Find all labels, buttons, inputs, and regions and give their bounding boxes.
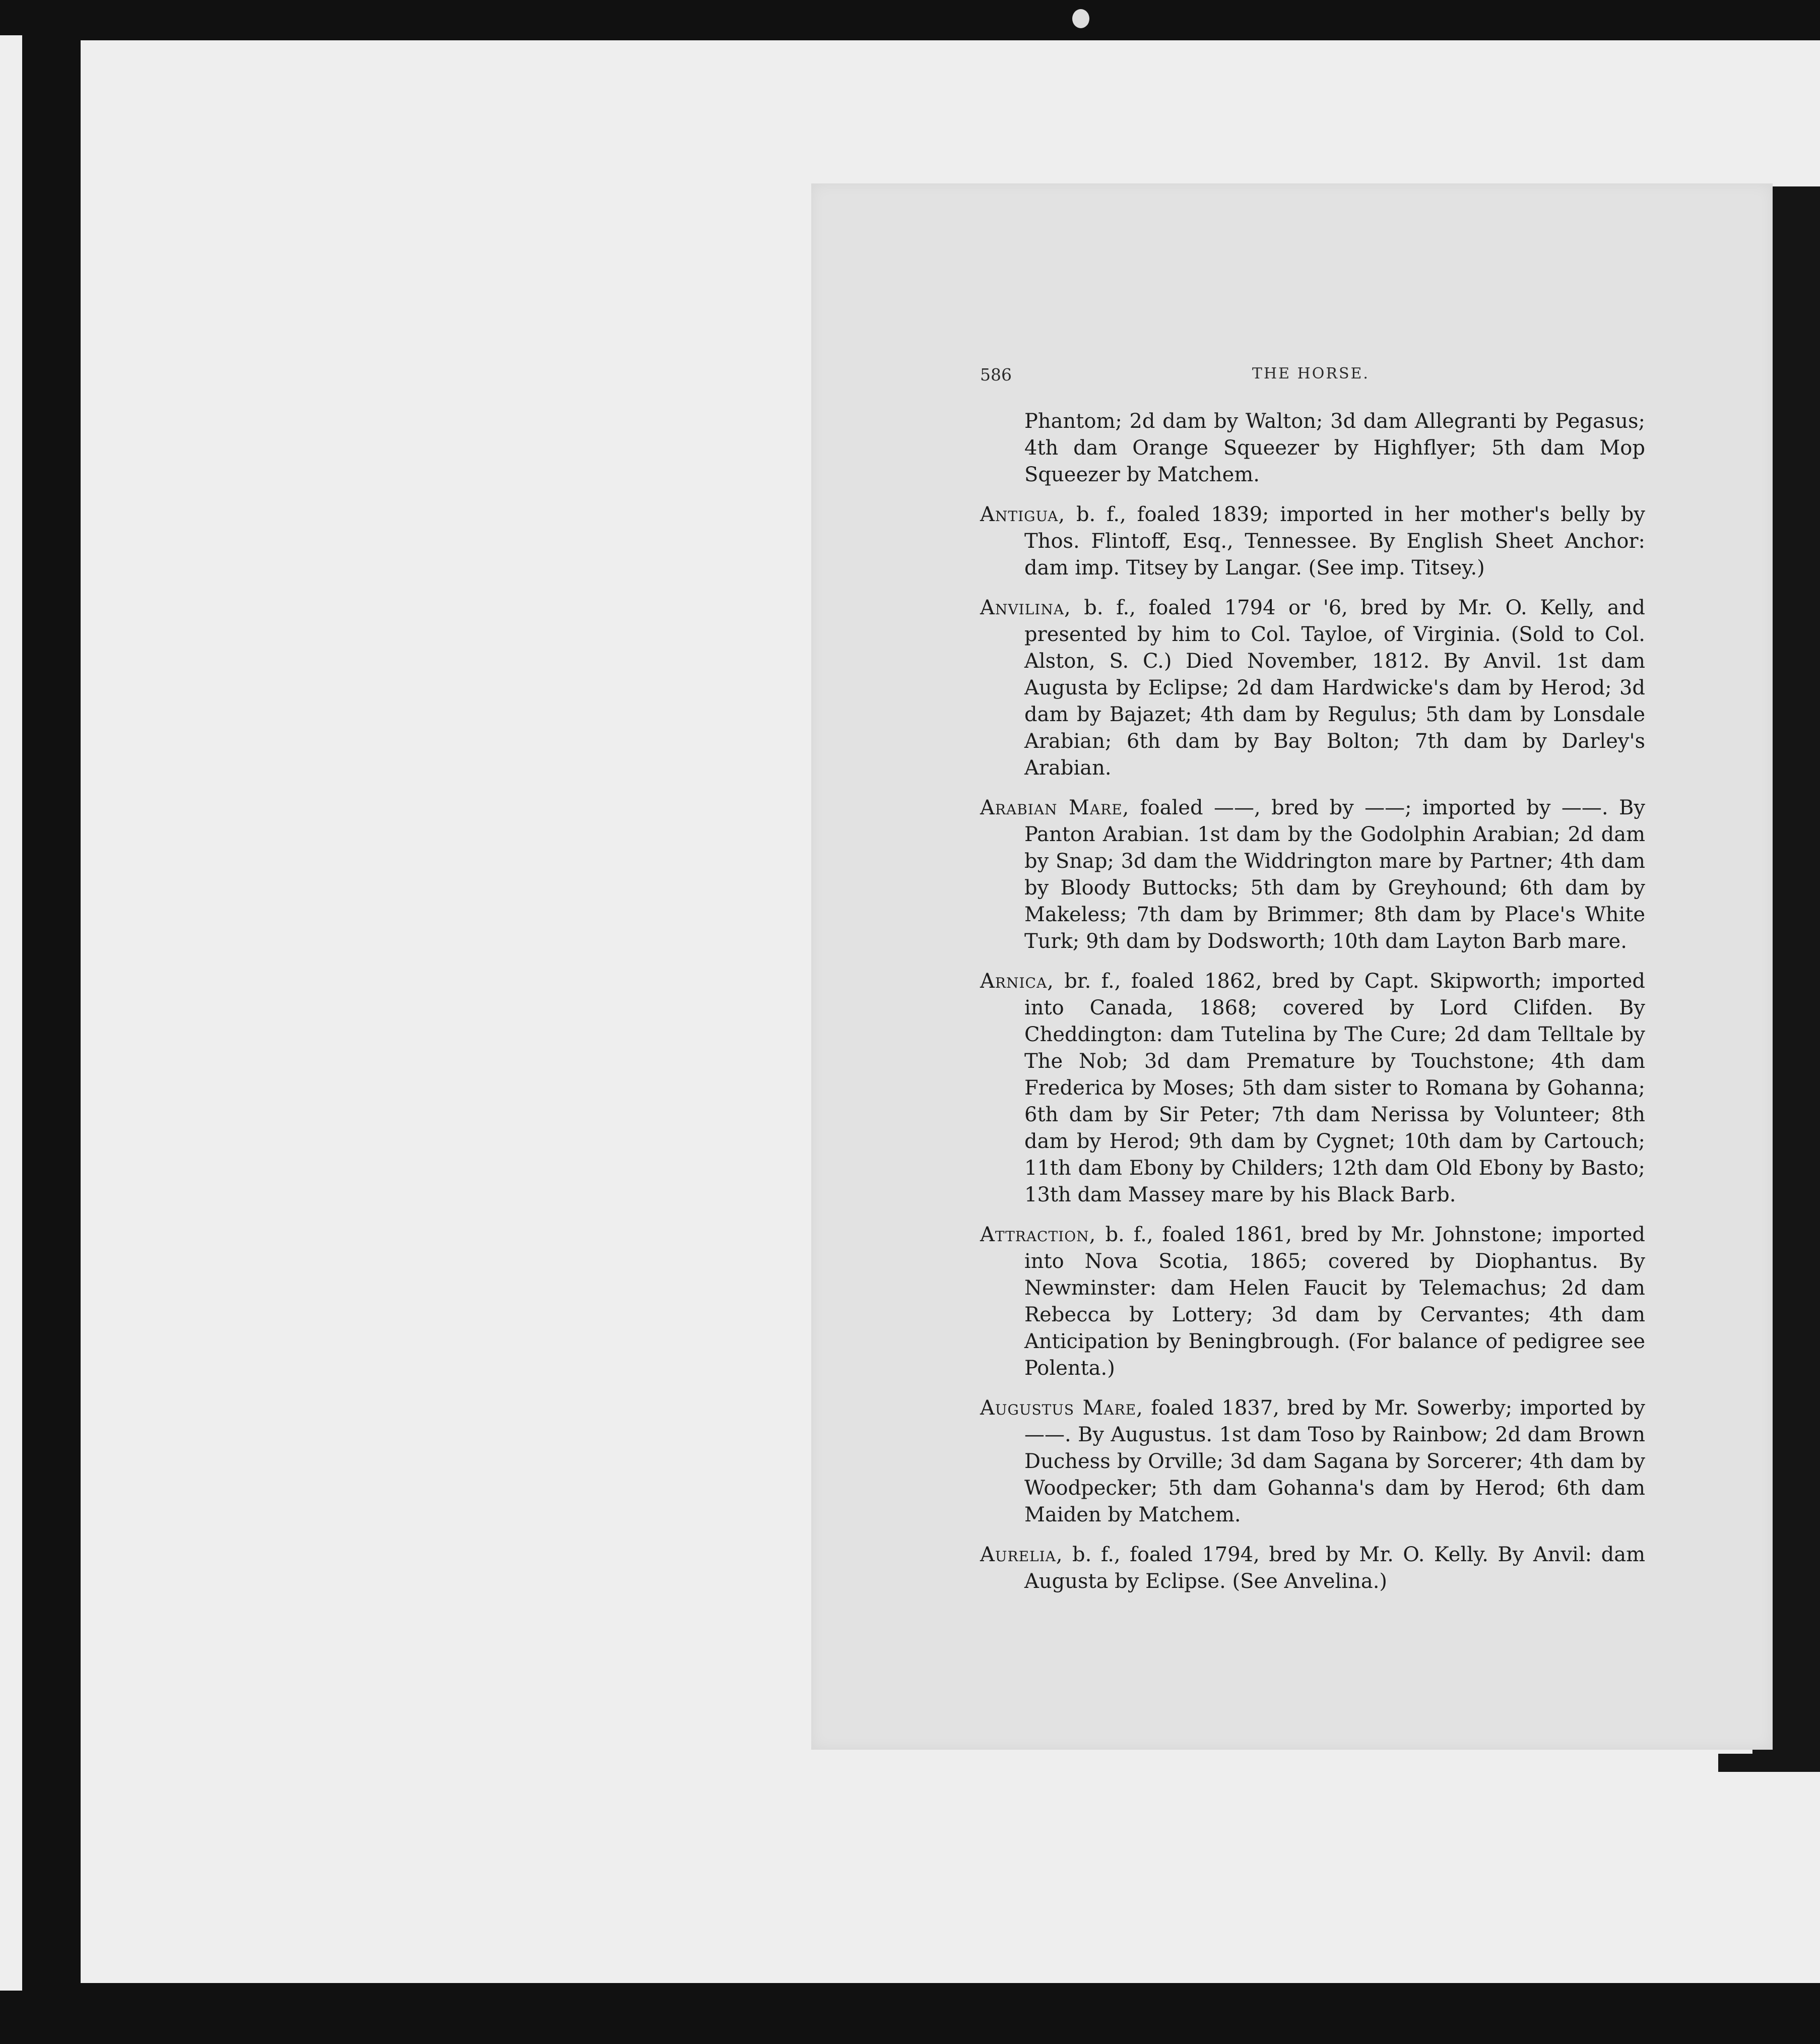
pedigree-entry	[980, 968, 1645, 1208]
film-speck	[1072, 9, 1089, 28]
pedigree-entry	[980, 501, 1645, 582]
pedigree-entry	[980, 795, 1645, 955]
entry-name: Anvilina,	[980, 596, 1071, 619]
entry-name: Augustus Mare,	[980, 1396, 1143, 1420]
entry-name: Aurelia,	[980, 1543, 1063, 1566]
pedigree-entry	[980, 1222, 1645, 1382]
entry-text: b. f., foaled 1794, bred by Mr. O. Kelly. By Anvil: dam Augusta by Eclipse. (See Anvelina.)	[1024, 1543, 1645, 1593]
film-frame-bottom-line	[81, 1983, 1820, 1991]
entry-text: foaled ——, bred by ——; imported by ——. By Panton Arabian. 1st dam by the Godolphin Arabian; 2d dam by Snap; 3d dam the Widdrington mare by Partner; 4th dam by Bloody Buttocks; 5th dam by Greyhound; 6th dam by Makeless; 7th dam by Brimmer; 8th dam by Place's White Turk; 9th dam by Dodsworth; 10th dam Layton Barb mare.	[1024, 796, 1645, 953]
entry-text: foaled 1837, bred by Mr. Sowerby; imported by ——. By Augustus. 1st dam Toso by Rainbow; 2d dam Brown Duchess by Orville; 3d dam Sagana by Sorcerer; 4th dam by Woodpecker; 5th dam Gohanna's dam by Herod; 6th dam Maiden by Matchem.	[1024, 1396, 1646, 1526]
pedigree-entry	[980, 1542, 1645, 1595]
entry-name: Arnica,	[980, 970, 1054, 993]
entry-text: b. f., foaled 1861, bred by Mr. Johnstone; imported into Nova Scotia, 1865; covered by Diophantus. By Newminster: dam Helen Faucit by Telemachus; 2d dam Rebecca by Lottery; 3d dam by Cervantes; 4th dam Anticipation by Beningbrough. (For balance of pedigree see Polenta.)	[1024, 1223, 1645, 1380]
film-frame-left-gap	[0, 35, 22, 1994]
film-frame-bottom	[0, 1991, 1820, 2044]
page-body	[980, 408, 1645, 1608]
entry-text: b. f., foaled 1794 or '6, bred by Mr. O. Kelly, and presented by him to Col. Tayloe, of Virginia. (Sold to Col. Alston, S. C.) Died November, 1812. By Anvil. 1st dam Augusta by Eclipse; 2d dam Hardwicke's dam by Herod; 3d dam by Bajazet; 4th dam by Regulus; 5th dam by Lonsdale Arabian; 6th dam by Bay Bolton; 7th dam by Darley's Arabian.	[1024, 596, 1645, 780]
continuation-paragraph: Phantom; 2d dam by Walton; 3d dam Allegranti by Pegasus; 4th dam Orange Squeezer by Highflyer; 5th dam Mop Squeezer by Matchem.	[1024, 410, 1645, 486]
page-number: 586	[980, 365, 1012, 385]
entry-name: Arabian Mare,	[980, 796, 1130, 819]
entry-name: Antigua,	[980, 503, 1066, 526]
entry-name: Attraction,	[980, 1223, 1096, 1246]
running-head	[980, 365, 1645, 385]
entry-text: b. f., foaled 1839; imported in her mother's belly by Thos. Flintoff, Esq., Tennessee. By English Sheet Anchor: dam imp. Titsey by Langar. (See imp. Titsey.)	[1024, 503, 1645, 580]
film-frame-top	[0, 0, 1820, 40]
pedigree-entry	[980, 595, 1645, 782]
pedigree-entry	[980, 1395, 1645, 1528]
book-edge-strip	[1718, 1754, 1820, 1772]
running-title: THE HORSE.	[1252, 365, 1370, 382]
entry-text: br. f., foaled 1862, bred by Capt. Skipworth; imported into Canada, 1868; covered by Lord Clifden. By Cheddington: dam Tutelina by The Cure; 2d dam Telltale by The Nob; 3d dam Premature by Touchstone; 4th dam Frederica by Moses; 5th dam sister to Romana by Gohanna; 6th dam by Sir Peter; 7th dam Nerissa by Volunteer; 8th dam by Herod; 9th dam by Cygnet; 10th dam by Cartouch; 11th dam Ebony by Childers; 12th dam Old Ebony by Basto; 13th dam Massey mare by his Black Barb.	[1024, 970, 1645, 1206]
